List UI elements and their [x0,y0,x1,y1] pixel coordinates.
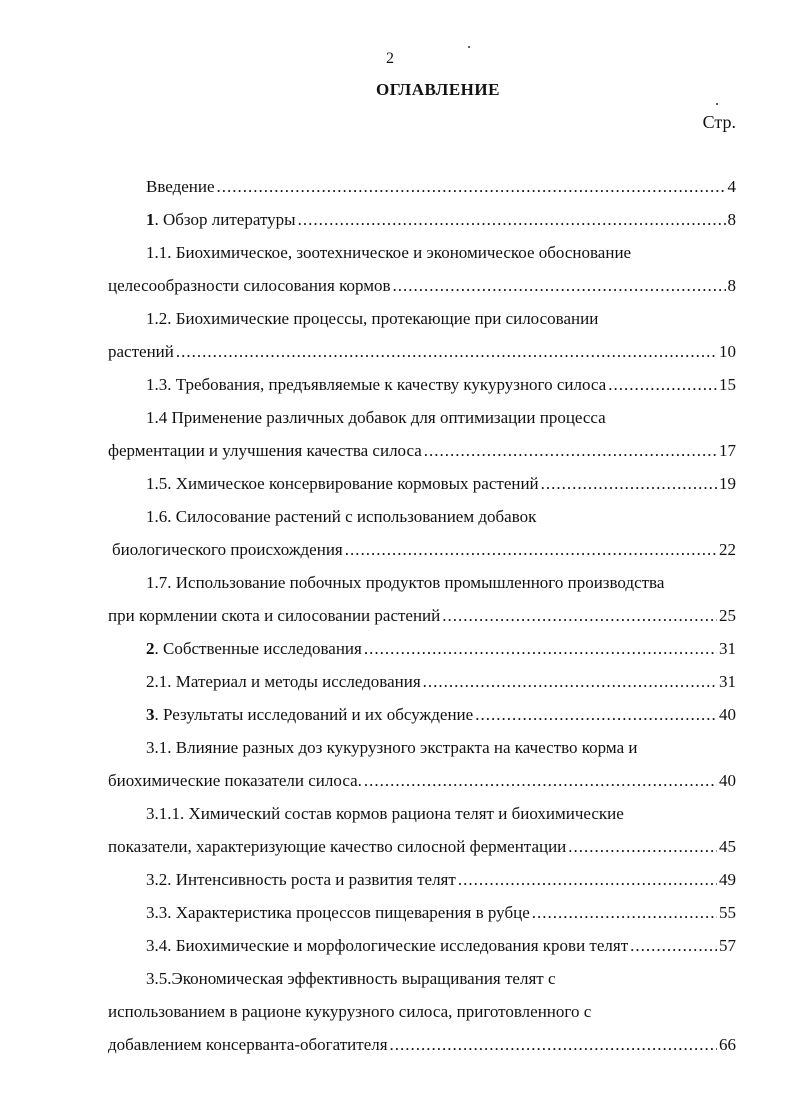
dot-leader [176,341,717,362]
scan-speck [716,103,718,105]
toc-page-number: 31 [719,639,736,658]
table-of-contents [108,176,736,1055]
dot-leader [458,869,717,890]
toc-entry-1-6[interactable] [108,506,736,560]
toc-line: 1.7. Использование побочных продуктов промышленного производства [146,573,665,592]
toc-page-number: 22 [719,540,736,559]
dot-leader [541,473,717,494]
toc-line: 3.1. Влияние разных доз кукурузного экстракта на качество корма и [146,738,638,757]
dot-leader [390,1034,717,1055]
toc-line: добавлением консерванта-обогатителя ..... 66 [108,1034,736,1055]
toc-page-number: 15 [719,375,736,394]
toc-page-number: 8 [727,276,736,295]
dot-leader [475,704,717,725]
toc-line: 1.6. Силосование растений с использованием добавок [146,507,537,526]
dot-leader [298,209,726,230]
dot-leader [364,770,717,791]
section-number: 3 [146,705,155,724]
toc-line: 1.1. Биохимическое, зоотехническое и экономическое обоснование [146,243,632,262]
toc-page-number: 19 [719,474,736,493]
toc-page-number: 55 [719,903,736,922]
toc-line: 1.2. Биохимические процессы, протекающие при силосовании [146,309,599,328]
dot-leader [424,440,717,461]
toc-entry-3-1-1[interactable] [108,803,736,857]
page-number: 2 [386,50,394,67]
toc-entry-3-4[interactable]: 3.4. Биохимические и морфологические исследования крови телят ..... 57 [108,935,736,956]
toc-entry-1-7[interactable] [108,572,736,626]
toc-line: показатели, характеризующие качество силосной ферментации ..... 45 [108,836,736,857]
toc-entry-1-1[interactable] [108,242,736,296]
toc-page-number: 49 [719,870,736,889]
dot-leader [630,935,717,956]
toc-line: при кормлении скота и силосовании растений ..... 25 [108,605,736,626]
dot-leader [423,671,717,692]
dot-leader [393,275,726,296]
toc-page-number: 4 [727,177,736,196]
toc-line: биохимические показатели силоса. ..... 40 [108,770,736,791]
toc-entry-3-1[interactable] [108,737,736,791]
dot-leader [345,539,717,560]
page-column-label: Стр. [702,112,736,132]
toc-page-number: 45 [719,837,736,856]
toc-line: биологического происхождения ..... 22 [108,539,736,560]
toc-page-number: 40 [719,705,736,724]
toc-entry-1-4[interactable] [108,407,736,461]
dot-leader [532,902,717,923]
toc-entry-1-2[interactable] [108,308,736,362]
toc-line: 3.5.Экономическая эффективность выращивания телят с [146,969,556,988]
toc-page-number: 25 [719,606,736,625]
toc-entry-intro[interactable]: Введение ..... 4 [108,176,736,197]
toc-entry-section-1[interactable]: 1. Обзор литературы ..... 8 [108,209,736,230]
toc-entry-section-3[interactable]: 3. Результаты исследований и их обсуждение ..... 40 [108,704,736,725]
toc-page-number: 31 [719,672,736,691]
toc-line: ферментации и улучшения качества силоса ..... 17 [108,440,736,461]
dot-leader [364,638,717,659]
toc-entry-2-1[interactable]: 2.1. Материал и методы исследования ..... 31 [108,671,736,692]
toc-entry-3-5[interactable] [108,968,736,1055]
toc-entry-3-3[interactable]: 3.3. Характеристика процессов пищеварения в рубце ..... 55 [108,902,736,923]
toc-line: использованием в рационе кукурузного силоса, приготовленного с [108,1002,592,1021]
dot-leader [442,605,717,626]
toc-line: растений ..... 10 [108,341,736,362]
toc-entry-section-2[interactable]: 2. Собственные исследования ..... 31 [108,638,736,659]
toc-entry-1-5[interactable]: 1.5. Химическое консервирование кормовых растений ..... 19 [108,473,736,494]
toc-page-number: 57 [719,936,736,955]
toc-page-number: 66 [719,1035,736,1054]
section-number: 1 [146,210,155,229]
toc-page-number: 10 [719,342,736,361]
toc-page-number: 40 [719,771,736,790]
toc-line: 3.1.1. Химический состав кормов рациона телят и биохимические [146,804,624,823]
dot-leader [568,836,717,857]
section-number: 2 [146,639,155,658]
toc-entry-3-2[interactable]: 3.2. Интенсивность роста и развития телят ..... 49 [108,869,736,890]
scan-speck [468,46,470,48]
toc-entry-1-3[interactable]: 1.3. Требования, предъявляемые к качеству кукурузного силоса ..... 15 [108,374,736,395]
page-title: ОГЛАВЛЕНИЕ [376,80,500,99]
toc-line: целесообразности силосования кормов ..... 8 [108,275,736,296]
dot-leader [217,176,726,197]
toc-page-number: 8 [727,210,736,229]
toc-page-number: 17 [719,441,736,460]
dot-leader [608,374,717,395]
toc-line: 1.4 Применение различных добавок для оптимизации процесса [146,408,606,427]
